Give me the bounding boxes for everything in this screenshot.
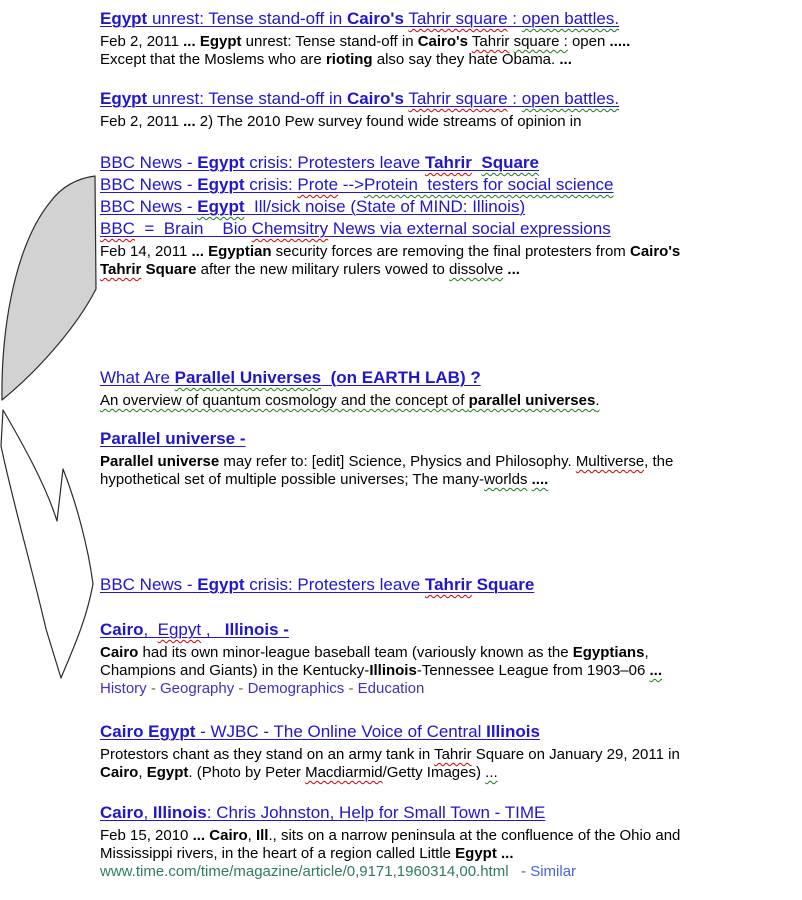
text-segment: BBC News - [100, 153, 198, 172]
text-segment: . [595, 392, 600, 409]
result-snippet-line [100, 113, 619, 131]
result-title-line [100, 721, 680, 743]
text-segment: Cairo's [629, 243, 681, 260]
text-segment: Cairo [209, 827, 248, 844]
search-result-block [100, 88, 619, 131]
text-segment: Egypt [199, 33, 242, 50]
text-segment: BBC News - [100, 575, 198, 594]
text-segment: dissolve [449, 261, 504, 278]
result-title-group [100, 367, 599, 389]
text-segment: unrest: Tense stand-off in [241, 33, 418, 50]
search-result-block [100, 428, 673, 489]
text-segment: Mississippi rivers, in the heart of a region called Little [100, 845, 456, 862]
sublink-separator: - [146, 680, 161, 697]
result-title-link[interactable] [100, 153, 539, 172]
text-segment: security forces are removing the final protesters from [271, 243, 630, 260]
text-segment: Egypt [197, 197, 245, 216]
text-segment: Egyptians [572, 644, 645, 661]
text-segment: Egypt ... [455, 845, 514, 862]
text-segment: BBC [100, 219, 135, 238]
text-segment: Square on January 29, 2011 in [471, 746, 680, 763]
text-segment: Macdiarmid [305, 764, 383, 781]
text-segment: -Tennessee League from 1903–06 [416, 662, 650, 679]
text-segment: Cairo's [346, 9, 404, 28]
result-snippet-line [100, 51, 630, 69]
result-title-link[interactable] [100, 175, 614, 194]
text-segment: , [644, 644, 649, 661]
result-title-group [100, 574, 534, 596]
text-segment: hypothetical set of multiple possible universes; The many- [100, 471, 485, 488]
result-title-link[interactable] [100, 219, 611, 238]
text-segment: Parallel universe [100, 453, 220, 470]
result-title-line [100, 196, 680, 218]
result-snippet-line [100, 471, 673, 489]
search-result-block [100, 802, 680, 881]
result-title-line [100, 152, 680, 174]
text-segment: Cairo [100, 803, 144, 822]
text-segment: ... [559, 51, 572, 68]
text-segment: 2) The 2010 Pew survey found wide streams of opinion in [195, 113, 582, 130]
text-segment: , [201, 620, 225, 639]
text-segment: Feb 14, 2011 [100, 243, 192, 260]
text-segment: Protestors chant as they stand on an army tank in [100, 746, 435, 763]
result-sublinks [100, 680, 662, 698]
result-title-link[interactable] [100, 429, 246, 448]
text-segment: Cairo [100, 644, 139, 661]
result-title-group [100, 152, 680, 240]
result-title-line [100, 367, 599, 389]
text-segment: News via external social expressions [328, 219, 611, 238]
text-segment: also say they hate Obama. [372, 51, 560, 68]
sublink-separator: - [234, 680, 248, 697]
sublink-education[interactable]: Education [357, 680, 425, 697]
text-segment: worlds [484, 471, 528, 488]
sublink-demographics[interactable]: Demographics [247, 680, 345, 697]
text-segment: Ill/sick noise (State of MIND: Illinois) [244, 197, 526, 216]
text-segment: ... [485, 764, 498, 781]
result-title-line [100, 8, 630, 30]
result-url-line [100, 863, 680, 881]
result-title-group [100, 8, 630, 30]
text-segment: Egypt [197, 175, 245, 194]
result-title-group [100, 721, 680, 743]
text-segment: BBC News - [100, 175, 198, 194]
result-snippet-line [100, 392, 599, 410]
text-segment: may refer to: [edit] Science, Physics and Philosophy. [219, 453, 576, 470]
text-segment: Except that the Moslems who are [100, 51, 326, 68]
text-segment: unrest: Tense stand-off in [147, 9, 347, 28]
text-segment: = Brain Bio [134, 219, 252, 238]
text-segment: Cairo's [346, 89, 404, 108]
text-segment: Feb 2, 2011 [100, 33, 184, 50]
text-segment: Feb 15, 2010 [100, 827, 193, 844]
search-result-block [100, 8, 630, 69]
text-segment: Square [476, 575, 535, 594]
text-segment: : [507, 9, 522, 28]
sublink-geography[interactable]: Geography [160, 680, 235, 697]
text-segment: crisis: Protesters leave [244, 575, 425, 594]
text-segment: Square [145, 261, 197, 278]
result-snippet-line [100, 764, 680, 782]
text-segment: Illinois [486, 722, 540, 741]
result-title-group [100, 428, 673, 450]
result-title-line [100, 619, 662, 641]
text-segment: open [567, 33, 610, 50]
result-title-group [100, 802, 680, 824]
text-segment: crisis: [244, 175, 298, 194]
text-segment: ... [183, 113, 196, 130]
text-segment: Illinois [152, 803, 207, 822]
text-segment: . (Photo by Peter [188, 764, 306, 781]
text-segment: Egypt [100, 89, 148, 108]
result-title-line [100, 428, 673, 450]
text-segment: Ill [255, 827, 269, 844]
text-segment: crisis: Protesters leave [244, 153, 425, 172]
result-snippet-line [100, 33, 630, 51]
search-result-block [100, 367, 599, 410]
result-title-line [100, 802, 680, 824]
result-title-line [100, 88, 619, 110]
result-title-link[interactable] [100, 9, 619, 28]
text-segment: Tahrir square [408, 89, 508, 108]
text-segment: Cairo [100, 764, 139, 781]
text-segment: .... [531, 471, 549, 488]
text-segment: , [143, 620, 158, 639]
result-title-link[interactable] [100, 368, 481, 387]
result-snippet-line [100, 746, 680, 764]
result-title-link[interactable] [100, 620, 289, 639]
result-title-line [100, 574, 534, 596]
result-snippet-line [100, 644, 662, 662]
text-segment: BBC News - [100, 197, 198, 216]
text-segment: Egypt [197, 153, 245, 172]
search-result-block [100, 721, 680, 782]
text-segment: after the new military rulers vowed to [196, 261, 450, 278]
text-segment: What Are [100, 368, 175, 387]
text-segment: ... [192, 827, 206, 844]
text-segment: Tahrir [100, 261, 142, 278]
text-segment: Egypt [197, 575, 245, 594]
text-segment: Feb 2, 2011 [100, 113, 184, 130]
text-segment: unrest: Tense stand-off in [147, 89, 347, 108]
text-segment: ... [183, 33, 196, 50]
text-segment: Illinois [369, 662, 417, 679]
text-segment [321, 368, 330, 387]
text-segment: open battles. [521, 89, 620, 108]
text-segment: Tahrir square [408, 9, 508, 28]
result-url: www.time.com/time/magazine/article/0,9171,1960314,00.html [100, 863, 509, 880]
text-segment: ... [191, 243, 204, 260]
text-segment: Egypt [100, 9, 148, 28]
result-snippet-line [100, 827, 680, 845]
text-segment: ..... [609, 33, 631, 50]
text-segment: --> [338, 175, 365, 194]
result-title-line [100, 174, 680, 196]
curved-arrow-white-segment [1, 410, 93, 678]
result-title-link[interactable] [100, 722, 540, 741]
text-segment: had its own minor-league baseball team (variously known as the [138, 644, 573, 661]
text-segment: Parallel universe - [100, 429, 246, 448]
text-segment: Cairo's [417, 33, 468, 50]
search-result-block [100, 152, 680, 279]
text-segment: Multiverse [575, 453, 645, 470]
text-segment: : Chris Johnston, Help for Small Town - TIME [206, 803, 546, 822]
text-segment: , [138, 764, 147, 781]
text-segment: : [507, 89, 522, 108]
text-segment: parallel universes [468, 392, 596, 409]
text-segment: Egpyt [157, 620, 202, 639]
search-result-block [100, 574, 534, 599]
curved-arrow-gray-segment [2, 176, 96, 400]
text-segment: Cairo [100, 620, 144, 639]
sublink-separator: - [344, 680, 358, 697]
text-segment: (on EARTH LAB) ? [330, 368, 481, 387]
text-segment: square : [513, 33, 568, 50]
result-snippet-line [100, 243, 680, 261]
text-segment: ... [507, 261, 520, 278]
result-snippet-line [100, 453, 673, 471]
curved-arrow-graphic [0, 170, 100, 685]
text-segment: Chemsitry [251, 219, 329, 238]
text-segment: Tahrir [424, 153, 472, 172]
similar-link[interactable]: Similar [530, 863, 577, 880]
result-title-line [100, 218, 680, 240]
result-title-link[interactable] [100, 89, 619, 108]
text-segment: , [247, 827, 256, 844]
sublink-history[interactable]: History [100, 680, 147, 697]
result-title-group [100, 619, 662, 641]
text-segment: Tahrir [434, 746, 472, 763]
result-title-link[interactable] [100, 575, 534, 594]
search-result-block [100, 619, 662, 698]
url-separator: - [508, 863, 531, 880]
text-segment: Protein testers for social science [364, 175, 614, 194]
text-segment: Egypt [146, 764, 189, 781]
result-snippet-line [100, 845, 680, 863]
text-segment: , [143, 803, 153, 822]
text-segment: Egyptian [208, 243, 272, 260]
result-snippet-line [100, 261, 680, 279]
text-segment: ., sits on a narrow peninsula at the confluence of the Ohio and [268, 827, 681, 844]
text-segment: Tahrir [471, 33, 510, 50]
text-segment: - WJBC - The Online Voice of Central [195, 722, 487, 741]
text-segment [472, 153, 481, 172]
text-segment: An overview of quantum cosmology and the concept of [100, 392, 469, 409]
result-title-link[interactable] [100, 197, 525, 216]
text-segment: rioting [325, 51, 373, 68]
text-segment: ... [649, 662, 663, 679]
result-title-link[interactable] [100, 803, 545, 822]
text-segment: Square [481, 153, 539, 172]
text-segment: Cairo Egypt [100, 722, 196, 741]
text-segment: Prote [297, 175, 339, 194]
result-snippet-line [100, 662, 662, 680]
text-segment: open battles. [521, 9, 620, 28]
text-segment: , the [644, 453, 674, 470]
text-segment: Tahrir [424, 575, 472, 594]
text-segment: Parallel Universes [174, 368, 322, 387]
result-title-group [100, 88, 619, 110]
text-segment: Champions and Giants) in the Kentucky- [100, 662, 370, 679]
text-segment: /Getty Images) [382, 764, 486, 781]
text-segment: Illinois - [224, 620, 289, 639]
